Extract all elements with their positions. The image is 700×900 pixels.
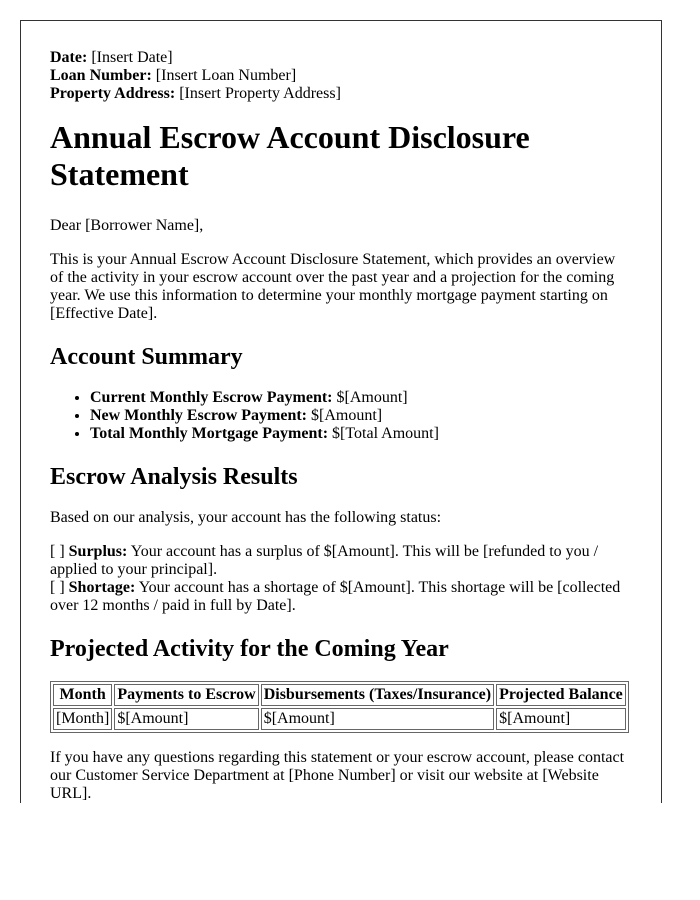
- shortage-text: Your account has a shortage of $[Amount]. This shortage will be [collected over 12 months / paid in full by Date].: [50, 579, 621, 614]
- loan-label: Loan Number:: [50, 67, 152, 84]
- account-summary-list: [50, 389, 632, 443]
- account-summary-heading: Account Summary: [50, 344, 243, 370]
- header-meta: [50, 49, 632, 103]
- document-page: [20, 20, 662, 803]
- item-label: Current Monthly Escrow Payment:: [90, 389, 333, 406]
- greeting: Dear [Borrower Name],: [50, 217, 204, 234]
- date-value: [Insert Date]: [87, 49, 173, 66]
- intro-paragraph: This is your Annual Escrow Account Disclosure Statement, which provides an overview of the activity in your escrow account over the past year and a projection for the coming year. We use this information to determine your monthly mortgage payment starting on [Effective Date].: [50, 251, 616, 322]
- shortage-label: Shortage:: [68, 579, 136, 596]
- table-cell: $[Amount]: [114, 708, 258, 730]
- analysis-options: [50, 543, 632, 615]
- address-value: [Insert Property Address]: [175, 85, 341, 102]
- table-row: [53, 708, 626, 730]
- shortage-checkbox: [ ]: [50, 579, 69, 596]
- column-header: Projected Balance: [496, 684, 626, 706]
- projected-activity-heading: Projected Activity for the Coming Year: [50, 636, 449, 662]
- list-item: [90, 425, 632, 443]
- column-header: Disbursements (Taxes/Insurance): [261, 684, 494, 706]
- column-header: Month: [53, 684, 112, 706]
- table-header-row: [53, 684, 626, 706]
- date-line: [50, 49, 632, 67]
- list-item: [90, 389, 632, 407]
- table-cell: [Month]: [53, 708, 112, 730]
- address-line: [50, 85, 632, 103]
- loan-line: [50, 67, 632, 85]
- column-header: Payments to Escrow: [114, 684, 258, 706]
- surplus-checkbox: [ ]: [50, 543, 69, 560]
- page-title: Annual Escrow Account Disclosure Statement: [50, 119, 530, 192]
- item-value: $[Amount]: [332, 389, 408, 406]
- list-item: [90, 407, 632, 425]
- item-value: $[Amount]: [307, 407, 383, 424]
- item-label: Total Monthly Mortgage Payment:: [90, 425, 329, 442]
- surplus-text: Your account has a surplus of $[Amount]. This will be [refunded to you / applied to your principal].: [50, 543, 599, 578]
- projection-table: [50, 681, 629, 733]
- date-label: Date:: [50, 49, 88, 66]
- table-cell: $[Amount]: [261, 708, 494, 730]
- surplus-label: Surplus:: [68, 543, 128, 560]
- loan-value: [Insert Loan Number]: [151, 67, 297, 84]
- item-value: $[Total Amount]: [328, 425, 439, 442]
- item-label: New Monthly Escrow Payment:: [90, 407, 308, 424]
- analysis-intro: Based on our analysis, your account has the following status:: [50, 509, 442, 526]
- table-cell: $[Amount]: [496, 708, 626, 730]
- closing-paragraph: If you have any questions regarding this statement or your escrow account, please contact our Customer Service Department at [Phone Number] or visit our website at [Website URL].: [50, 749, 625, 802]
- escrow-analysis-heading: Escrow Analysis Results: [50, 464, 298, 490]
- address-label: Property Address:: [50, 85, 176, 102]
